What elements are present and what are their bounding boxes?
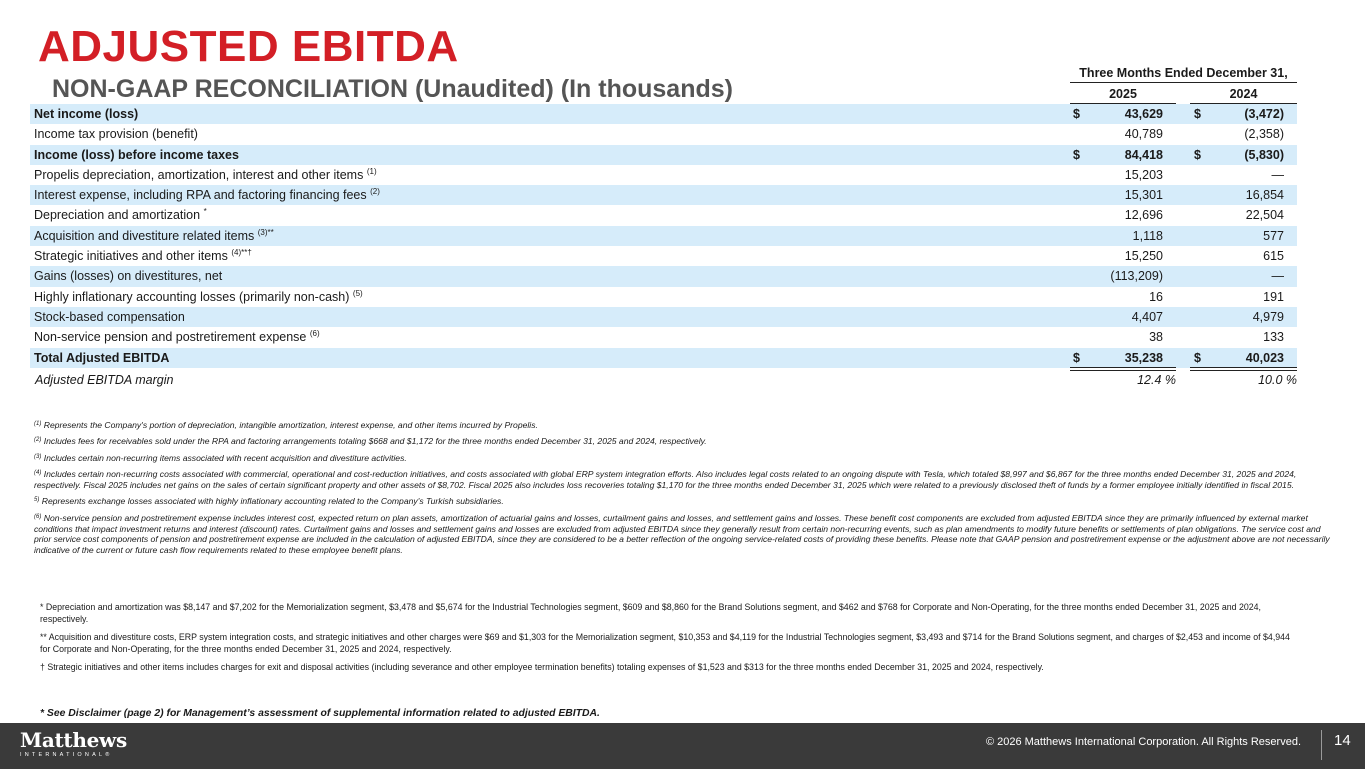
table-row (30, 205, 1297, 225)
value-2025: 4,407 (1131, 309, 1163, 324)
currency-symbol: $ (1194, 147, 1201, 162)
value-2024: 22,504 (1245, 208, 1284, 223)
currency-symbol: $ (1194, 350, 1201, 365)
currency-symbol: $ (1194, 107, 1201, 121)
table-row (30, 266, 1297, 286)
row-label: Strategic initiatives and other items $^{(4)**\dagger}$ (34, 248, 252, 264)
table-row (30, 165, 1297, 185)
footnote: $^{(3)}$ Includes certain non-recurring items associated with recent acquisition and divestiture activities. (34, 452, 407, 463)
value-2024: (2,358) (1244, 127, 1284, 142)
note: † Strategic initiatives and other items includes charges for exit and disposal activities (including severance and other employee termination benefits) totaling expenses of $1,523 and $313 for the three months ended December 31, 2025 and 2024, respectively. (40, 662, 1044, 673)
value-2025: 1,118 (1132, 228, 1163, 243)
value-2024: 615 (1263, 249, 1284, 264)
value-2025: 38 (1149, 330, 1163, 345)
value-2025: 15,250 (1124, 249, 1163, 264)
footnote-ref: (3)** (257, 227, 274, 237)
row-label: Total Adjusted EBITDA (34, 350, 170, 365)
value-2024: 577 (1263, 228, 1284, 243)
row-label: Propelis depreciation, amortization, interest and other items $^{(1)}$ (34, 166, 377, 182)
footnote: $^{(1)}$ Represents the Company's portion of depreciation, intangible amortization, interest expense, and other items incurred by Propelis. (34, 420, 538, 430)
value-2024: (3,472) (1244, 107, 1284, 121)
value-2025: 35,238 (1124, 350, 1163, 365)
value-2024: 10.0 % (1258, 372, 1297, 387)
row-label: Income (loss) before income taxes (34, 147, 239, 162)
footnote-ref: (1) (366, 166, 377, 176)
value-2024: 40,023 (1245, 350, 1284, 365)
table-row (30, 104, 1297, 124)
note: ** Acquisition and divestiture costs, ERP system integration costs, and strategic initiatives and other charges were $69 and $1,303 for the Memorialization segment, $10,353 and $4,119 for the Industrial Technologies segment, $3,493 and $714 for the Brand Solutions segment, and charges of $2,453 and income of $4,944 for Corporate and Non-Operating, for the three months ended December 31, 2025 and 2024, respectively. (40, 632, 1290, 654)
currency-symbol: $ (1073, 107, 1080, 121)
value-2025: 84,418 (1124, 147, 1163, 162)
row-label: Depreciation and amortization * (34, 207, 207, 223)
table-row (30, 145, 1297, 165)
footnote: $^{(6)}$ Non-service pension and postretirement expense includes interest cost, expected return on plan assets, amortization of actuarial gains and losses, curtailment gains and losses, and settlement gains and losses. These benefit cost components are excluded from adjusted EBITDA since they are primarily influenced by external market conditions that impact investment returns and interest (discount) rates. Curtailment gains and losses and settlement gains and losses are excluded from adjusted EBITDA since they generally result from certain non-recurring events, such as plan amendments to modify future benefits or settlements of plan obligations. The service cost and prior service cost components of pension and postretirement expense are included in the calculation of adjusted EBITDA, since they are considered to be a better reflection of the ongoing service-related costs of providing these benefits. Please note that GAAP pension and postretirement expense or the adjustment above are not necessarily indicative of the current or future cash flow requirements related to these employee benefit plans. (34, 512, 1330, 556)
year-header-2025: 2025 (1070, 87, 1176, 104)
footnote: $^{5)}$ Represents exchange losses associated with highly inflationary accounting related to the Company's Turkish subsidiaries. (34, 496, 504, 507)
row-label: Highly inflationary accounting losses (primarily non-cash) $^{(5)}$ (34, 288, 363, 304)
value-2025: 40,789 (1124, 127, 1163, 142)
row-label: Non-service pension and postretirement expense $^{(6)}$ (34, 329, 320, 345)
table-row-total (30, 348, 1297, 368)
footnotes (34, 420, 1330, 562)
value-2024: 4,979 (1252, 309, 1284, 324)
period-header: Three Months Ended December 31, (1070, 66, 1297, 83)
page-subtitle: NON-GAAP RECONCILIATION (Unaudited) (In thousands) (52, 75, 733, 103)
row-label: Net income (loss) (34, 107, 139, 121)
value-2025: 12.4 % (1137, 372, 1176, 387)
currency-symbol: $ (1073, 147, 1080, 162)
row-label: Income tax provision (benefit) (34, 127, 198, 142)
value-2024: — (1271, 167, 1284, 182)
table-row (30, 246, 1297, 266)
value-2024: 133 (1263, 330, 1284, 345)
value-2024: 191 (1263, 289, 1284, 304)
footnote-ref: (2) (370, 187, 380, 197)
row-label: Acquisition and divestiture related items $^{(3)**}$ (34, 227, 274, 243)
segment-notes (40, 602, 1300, 681)
disclaimer: * See Disclaimer (page 2) for Management’s assessment of supplemental information related to adjusted EBITDA. (40, 708, 600, 719)
table-row (30, 185, 1297, 205)
footnote-ref: * (203, 207, 207, 217)
row-label: Adjusted EBITDA margin (35, 372, 174, 387)
table-row (30, 307, 1297, 327)
value-2025: (113,209) (1110, 269, 1163, 284)
page-number: 14 (1334, 732, 1351, 749)
year-header-2024: 2024 (1190, 87, 1297, 104)
page-title: ADJUSTED EBITDA (38, 22, 459, 71)
footer-divider (1321, 730, 1322, 760)
row-label: Gains (losses) on divestitures, net (34, 269, 223, 284)
value-2025: 43,629 (1124, 107, 1163, 121)
row-label: Interest expense, including RPA and factoring financing fees $^{(2)}$ (34, 187, 380, 203)
table-row-margin (30, 370, 1297, 390)
value-2025: 15,203 (1124, 167, 1163, 182)
currency-symbol: $ (1073, 350, 1080, 365)
value-2025: 15,301 (1124, 188, 1163, 203)
value-2025: 12,696 (1124, 208, 1163, 223)
company-logo-tagline: INTERNATIONAL® (20, 752, 113, 758)
table-row (30, 124, 1297, 144)
table-row (30, 287, 1297, 307)
footnote: $^{(2)}$ Includes fees for receivables sold under the RPA and factoring arrangements totaling $668 and $1,172 for the three months ended December 31, 2025 and 2024, respectively. (34, 436, 707, 447)
value-2025: 16 (1149, 289, 1163, 304)
footnote: $^{(4)}$ Includes certain non-recurring costs associated with commercial, operational and cost-reduction initiatives, and costs associated with global ERP system integration efforts. Also includes legal costs related to an ongoing dispute with Tesla, which totaled $8,997 and $6,867 for the three months ended December 31, 2025 and 2024, respectively. Fiscal 2025 includes net gains on the sales of certain significant property and other assets of $8,702. Fiscal 2025 also includes loss recoveries totaling $1,170 for the three months ended December 31, 2025 which were related to a previously disclosed theft of funds by a former employee initially identified in fiscal 2015. (34, 469, 1297, 490)
row-label: Stock-based compensation (34, 309, 185, 324)
footnote-ref: (6) (309, 329, 320, 339)
table-row (30, 327, 1297, 347)
company-logo: Matthews (20, 728, 127, 752)
copyright-text: © 2026 Matthews International Corporation. All Rights Reserved. (985, 736, 1301, 748)
value-2024: 16,854 (1245, 188, 1284, 203)
table-row (30, 226, 1297, 246)
footer-bar (0, 723, 1365, 769)
value-2024: — (1271, 269, 1284, 284)
footnote-ref: (4)**† (231, 248, 252, 258)
value-2024: (5,830) (1244, 147, 1284, 162)
note: * Depreciation and amortization was $8,147 and $7,202 for the Memorialization segment, $3,478 and $5,674 for the Industrial Technologies segment, $609 and $8,860 for the Brand Solutions segment, and $462 and $768 for Corporate and Non-Operating, for the three months ended December 31, 2025 and 2024, respectively. (40, 602, 1261, 624)
reconciliation-table (30, 104, 1297, 390)
footnote-ref: (5) (352, 288, 363, 298)
